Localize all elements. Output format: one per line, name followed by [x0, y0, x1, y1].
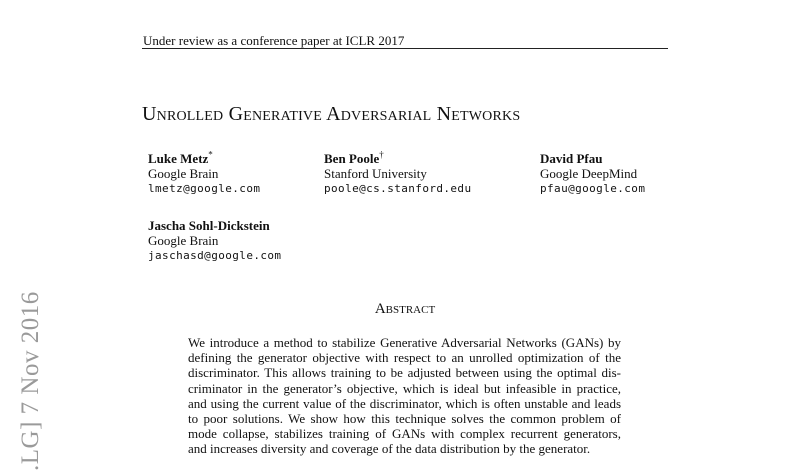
author-name: David Pfau	[540, 151, 603, 166]
author-block	[540, 151, 645, 196]
abstract-line: discriminator. This allows training to be adjusted between using the optimal dis-	[188, 365, 621, 381]
paper-title: Unrolled Generative Adversarial Networks	[142, 103, 521, 125]
author-footnote-mark: *	[208, 149, 213, 160]
author-affiliation: Google Brain	[148, 166, 219, 181]
author-affiliation: Google Brain	[148, 233, 219, 248]
abstract-line: criminator in the generator’s objective, which is ideal but infeasible in practice,	[188, 380, 621, 396]
author-block	[324, 151, 471, 196]
abstract-line: mode collapse, stabilizes training of GANs with complex recurrent generators,	[188, 426, 621, 442]
abstract-line: We introduce a method to stabilize Generative Adversarial Networks (GANs) by	[188, 335, 621, 350]
abstract-line: and increases diversity and coverage of the data distribution by the generator.	[188, 441, 591, 457]
author-name: Ben Poole†	[324, 149, 384, 166]
abstract-body	[188, 335, 621, 457]
abstract-line: defining the generator objective with respect to an unrolled optimization of the	[188, 350, 621, 366]
author-affiliation: Google DeepMind	[540, 166, 638, 181]
arxiv-stamp: .LG] 7 Nov 2016	[17, 291, 44, 471]
abstract-line: to poor solutions. We show how this technique solves the common problem of	[188, 411, 621, 427]
abstract-line: and using the current value of the discriminator, which is often unstable and leads	[188, 395, 621, 411]
running-header: Under review as a conference paper at ICLR 2017	[143, 33, 405, 48]
author-footnote-mark: †	[379, 149, 384, 160]
author-name: Jascha Sohl-Dickstein	[148, 218, 270, 233]
author-email: jaschasd@google.com	[148, 249, 282, 262]
author-block	[148, 151, 260, 196]
author-email: poole@cs.stanford.edu	[324, 182, 472, 195]
header-rule	[142, 48, 668, 49]
abstract-heading: Abstract	[374, 301, 436, 317]
author-email: lmetz@google.com	[148, 182, 261, 195]
author-affiliation: Stanford University	[324, 166, 427, 181]
author-name: Luke Metz*	[148, 149, 213, 166]
author-block	[148, 218, 281, 263]
author-email: pfau@google.com	[540, 182, 646, 195]
